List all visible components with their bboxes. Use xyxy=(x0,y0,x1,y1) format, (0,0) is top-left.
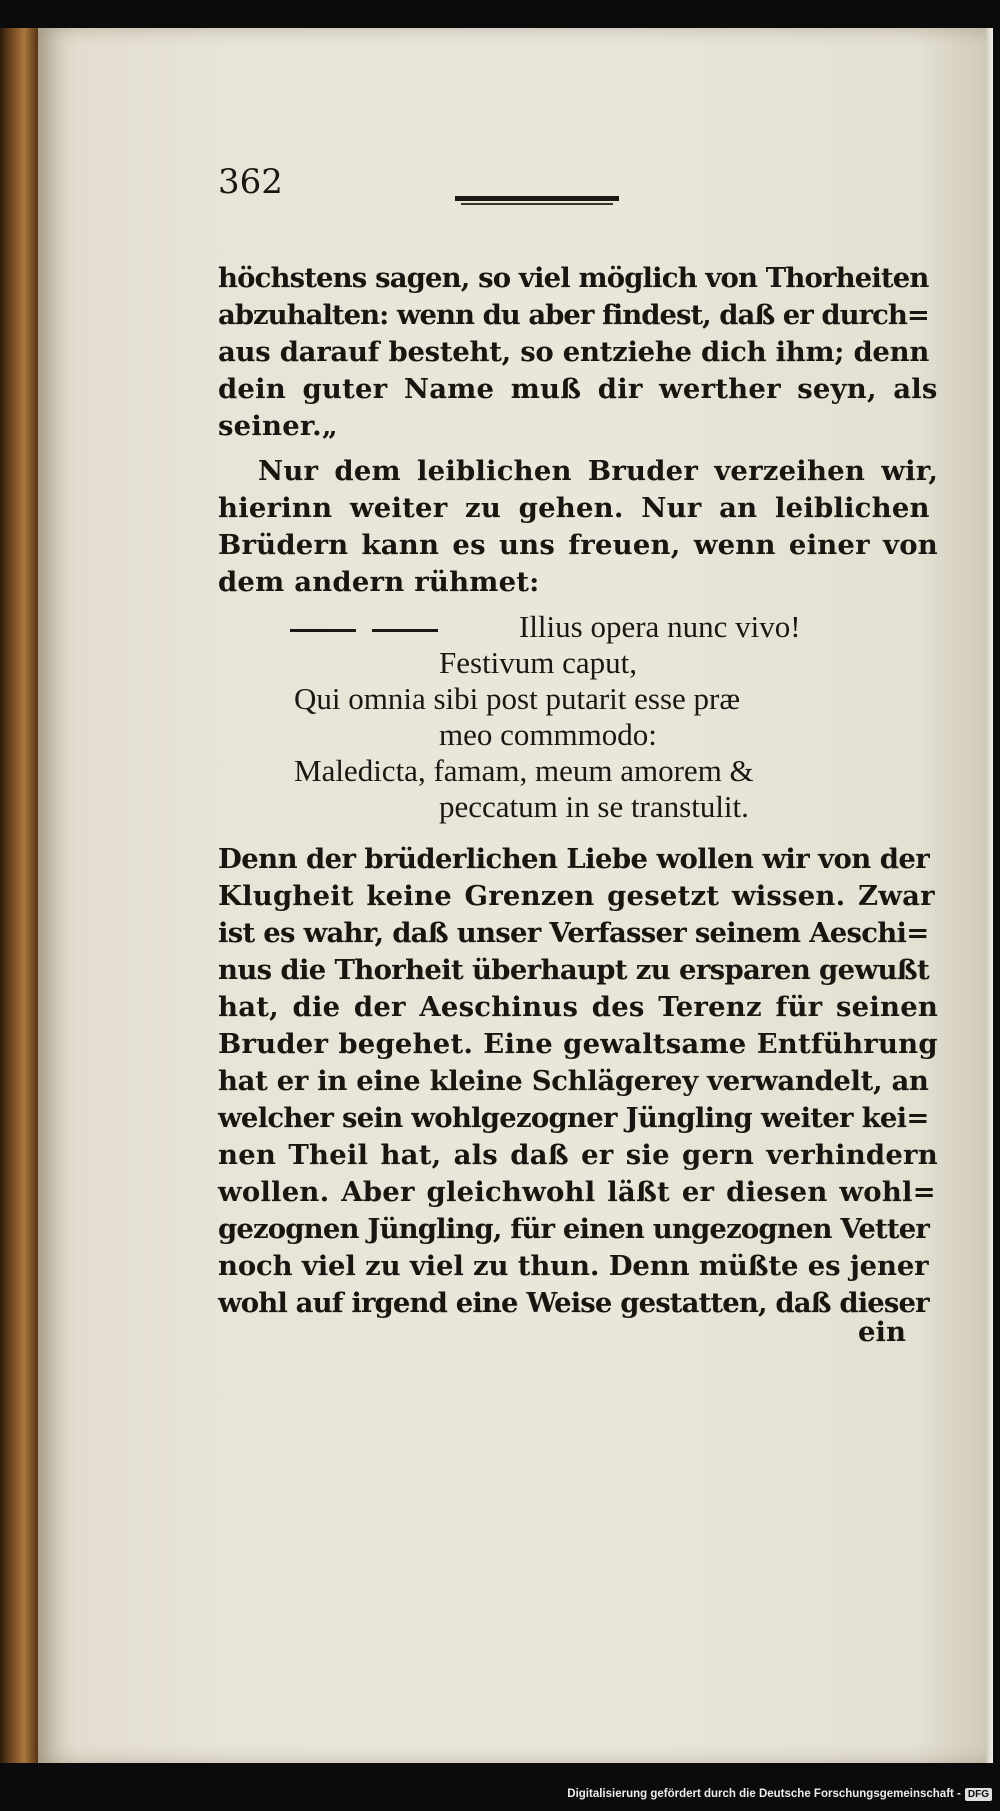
text-line: Brüdern kann es uns freuen, wenn einer von xyxy=(218,529,938,561)
text-line: aus darauf besteht, so entziehe dich ihm; denn xyxy=(218,336,930,368)
text-line: Klugheit keine Grenzen gesetzt wissen. Zwar xyxy=(218,880,935,912)
text-line: dein guter Name muß dir werther seyn, als xyxy=(218,373,938,405)
text-line: ist es wahr, daß unser Verfasser seinem Aeschi= xyxy=(218,917,929,949)
text-line: hat, die der Aeschinus des Terenz für seinen xyxy=(218,991,939,1023)
text-line: welcher sein wohlgezogner Jüngling weiter kei= xyxy=(218,1102,929,1134)
text-line: nen Theil hat, als daß er sie gern verhindern xyxy=(218,1139,938,1171)
text-line: seiner.„ xyxy=(218,410,338,442)
rule-ornament-icon xyxy=(455,196,619,206)
text-line: hierinn weiter zu gehen. Nur an leiblichen xyxy=(218,492,930,524)
quote-line: Maledicta, famam, meum amorem & xyxy=(294,753,754,788)
text-line: Nur dem leiblichen Bruder verzeihen wir, xyxy=(258,455,939,487)
quote-line: meo commmodo: xyxy=(439,717,657,752)
text-line: Bruder begehet. Eine gewaltsame Entführung xyxy=(218,1028,938,1060)
quote-dash xyxy=(290,629,356,632)
quote-line: peccatum in se transtulit. xyxy=(439,789,749,824)
text-line: nus die Thorheit überhaupt zu ersparen gewußt xyxy=(218,954,930,986)
text-line: hat er in eine kleine Schlägerey verwandelt, an xyxy=(218,1065,929,1097)
digitization-footer xyxy=(567,1783,992,1805)
text-line: Denn der brüderlichen Liebe wollen wir von der xyxy=(218,843,930,875)
text-line: gezognen Jüngling, für einen ungezognen Vetter xyxy=(218,1213,930,1245)
text-line: wollen. Aber gleichwohl läßt er diesen wohl= xyxy=(218,1176,936,1208)
footer-credit: Digitalisierung gefördert durch die Deutsche Forschungsgemeinschaft - xyxy=(567,1788,961,1800)
dfg-logo-icon[interactable]: DFG xyxy=(965,1788,992,1801)
quote-dash xyxy=(372,629,438,632)
quote-line: Illius opera nunc vivo! xyxy=(519,609,801,644)
catchword: ein xyxy=(858,1316,906,1348)
quote-line: Qui omnia sibi post putarit esse præ xyxy=(294,681,741,716)
text-line: abzuhalten: wenn du aber findest, daß er durch= xyxy=(218,299,929,331)
page-edge xyxy=(986,28,993,1763)
quote-line: Festivum caput, xyxy=(439,645,638,680)
text-line: dem andern rühmet: xyxy=(218,566,540,598)
text-line: höchstens sagen, so viel möglich von Thorheiten xyxy=(218,262,929,294)
text-line: noch viel zu viel zu thun. Denn müßte es jener xyxy=(218,1250,929,1282)
text-line: wohl auf irgend eine Weise gestatten, daß dieser xyxy=(218,1287,929,1319)
page-number: 362 xyxy=(218,162,283,202)
page-header xyxy=(218,162,938,222)
